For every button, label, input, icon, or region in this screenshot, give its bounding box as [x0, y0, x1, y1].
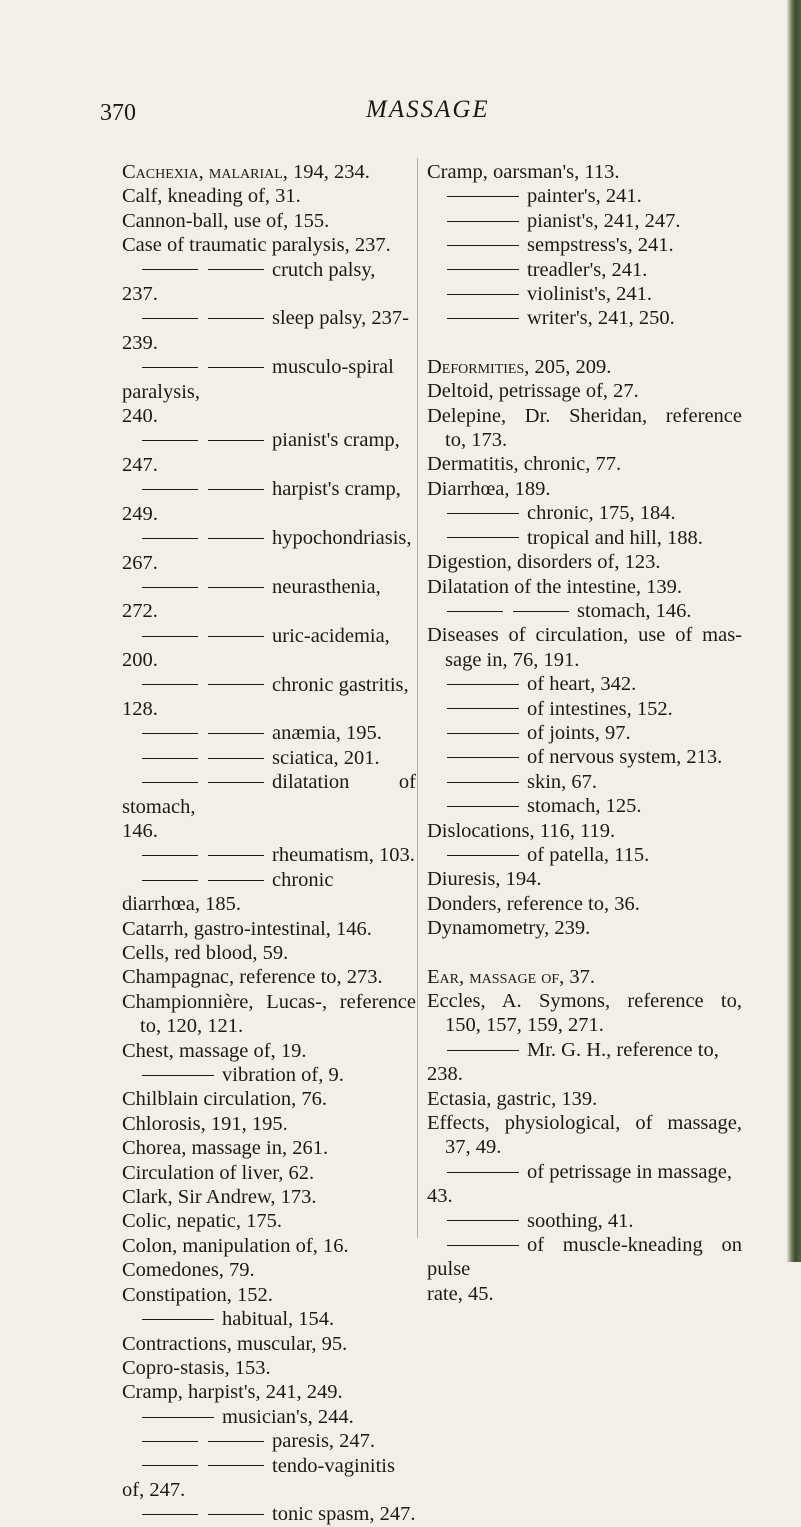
index-entry: [122, 917, 416, 941]
ditto-dash: [447, 1050, 519, 1051]
index-entry: [427, 282, 742, 306]
index-entry: [122, 1185, 416, 1209]
ditto-dash: [447, 611, 503, 612]
entry-text: Cells, red blood, 59.: [122, 942, 289, 964]
index-entry: [427, 1135, 742, 1159]
ditto-dash: [142, 269, 198, 270]
ditto-dash: [447, 513, 519, 514]
entry-text: 150, 157, 159, 271.: [445, 1014, 604, 1037]
entry-text: sempstress's, 241.: [527, 234, 674, 257]
entry-text: Copro-stasis, 153.: [122, 1356, 271, 1379]
ditto-dash: [447, 1220, 519, 1221]
entry-text: tendo-vaginitis of, 247.: [122, 1454, 395, 1501]
index-entry: [122, 868, 416, 917]
index-entry: [122, 355, 416, 404]
entry-text: Championnière, Lucas-, reference: [122, 990, 416, 1013]
entry-text: 240.: [122, 405, 158, 428]
index-entry: [122, 1209, 416, 1233]
ditto-dash: [142, 855, 198, 856]
entry-text: Cramp, harpist's, 241, 249.: [122, 1381, 343, 1404]
index-column-right: [427, 160, 742, 1306]
ditto-dash: [447, 1245, 519, 1246]
index-entry: [427, 697, 742, 721]
index-entry: [122, 1039, 416, 1063]
index-entry: [427, 623, 742, 647]
index-entry: [427, 892, 742, 916]
ditto-dash: [142, 636, 198, 637]
index-entry: [427, 843, 742, 867]
ditto-dash: [142, 538, 198, 539]
entry-text: Constipation, 152.: [122, 1283, 273, 1306]
ditto-dash: [208, 318, 264, 319]
index-entry: [122, 1136, 416, 1160]
index-entry: [122, 819, 416, 843]
ditto-dash: [142, 1441, 198, 1442]
entry-text: Chest, massage of, 19.: [122, 1039, 307, 1062]
entry-text: Dynamometry, 239.: [427, 917, 591, 940]
ditto-dash: [142, 489, 198, 490]
index-entry: [427, 233, 742, 257]
index-entry: [427, 965, 742, 989]
entry-text: sciatica, 201.: [272, 746, 380, 769]
ditto-dash: [208, 440, 264, 441]
index-entry: [122, 428, 416, 477]
entry-text: to, 120, 121.: [140, 1015, 244, 1038]
ditto-dash: [208, 1465, 264, 1466]
entry-text: musculo-spiral paralysis,: [122, 356, 394, 403]
index-entry: [122, 1356, 416, 1380]
entry-text: Effects, physiological, of massage,: [427, 1112, 742, 1135]
entry-text: pianist's cramp, 247.: [122, 429, 400, 476]
ditto-dash: [142, 1319, 214, 1320]
entry-text: rheumatism, 103.: [272, 844, 415, 867]
entry-text: chronic diarrhœa, 185.: [122, 868, 334, 916]
index-entry: [122, 184, 416, 208]
entry-text: Ear, massage of, 37.: [427, 965, 596, 988]
entry-text: painter's, 241.: [527, 185, 642, 208]
entry-text: paresis, 247.: [272, 1430, 376, 1453]
index-entry: [122, 1454, 416, 1503]
entry-text: Chorea, massage in, 261.: [122, 1137, 329, 1160]
index-entry: [122, 721, 416, 745]
ditto-dash: [142, 1417, 214, 1418]
index-entry: [122, 1014, 416, 1038]
entry-text: pianist's, 241, 247.: [527, 209, 681, 232]
entry-text: dilatation of stomach,: [122, 771, 416, 818]
index-entry: [427, 160, 742, 184]
ditto-dash: [447, 294, 519, 295]
ditto-dash: [447, 1172, 519, 1173]
index-entry: [427, 1111, 742, 1135]
index-entry: [427, 1209, 742, 1233]
page-number: 370: [100, 100, 136, 126]
entry-text: treadler's, 241.: [527, 258, 648, 281]
index-entry: [122, 843, 416, 867]
entry-text: Chilblain circulation, 76.: [122, 1088, 327, 1111]
ditto-dash: [447, 537, 519, 538]
index-entry: [427, 258, 742, 282]
index-entry: [122, 1307, 416, 1331]
index-entry: [427, 1087, 742, 1111]
index-entry: [122, 477, 416, 526]
entry-text: Diseases of circulation, use of mas-: [427, 624, 742, 647]
ditto-dash: [142, 1075, 214, 1076]
entry-text: of heart, 342.: [527, 673, 637, 696]
entry-text: 37, 49.: [445, 1136, 502, 1159]
entry-text: stomach, 125.: [527, 795, 642, 818]
index-entry: [427, 477, 742, 501]
index-entry: [122, 1502, 416, 1526]
index-entry: [427, 721, 742, 745]
index-entry: [427, 306, 742, 330]
index-entry: [427, 989, 742, 1013]
ditto-dash: [142, 318, 198, 319]
index-entry: [427, 1233, 742, 1282]
index-entry: [122, 965, 416, 989]
entry-text: harpist's cramp, 249.: [122, 478, 401, 525]
ditto-dash: [208, 855, 264, 856]
index-entry: [427, 672, 742, 696]
ditto-dash: [142, 1465, 198, 1466]
column-divider: [417, 158, 418, 1238]
entry-text: Cachexia, malarial, 194, 234.: [122, 161, 370, 183]
running-head: MASSAGE: [366, 96, 490, 123]
entry-text: crutch palsy, 237.: [122, 258, 376, 306]
entry-text: Clark, Sir Andrew, 173.: [122, 1186, 317, 1209]
entry-text: chronic, 175, 184.: [527, 502, 676, 525]
ditto-dash: [447, 733, 519, 734]
index-entry: [122, 258, 416, 307]
ditto-dash: [208, 587, 264, 588]
entry-text: of patella, 115.: [527, 843, 650, 866]
index-entry: [427, 1282, 742, 1306]
ditto-dash: [208, 758, 264, 759]
index-entry: [427, 379, 742, 403]
entry-text: sage in, 76, 191.: [445, 648, 580, 671]
index-entry: [122, 673, 416, 722]
index-entry: [427, 794, 742, 818]
index-entry: [122, 746, 416, 770]
entry-text: Cannon-ball, use of, 155.: [122, 209, 330, 232]
entry-text: of joints, 97.: [527, 721, 631, 744]
entry-text: Dermatitis, chronic, 77.: [427, 453, 622, 476]
ditto-dash: [513, 611, 569, 612]
index-entry: [122, 624, 416, 673]
ditto-dash: [447, 684, 519, 685]
entry-text: Catarrh, gastro-intestinal, 146.: [122, 917, 372, 940]
entry-text: Case of traumatic paralysis, 237.: [122, 234, 391, 257]
index-entry: [122, 1429, 416, 1453]
entry-text: to, 173.: [445, 429, 508, 452]
entry-text: Eccles, A. Symons, reference to,: [427, 990, 742, 1012]
index-entry: [122, 575, 416, 624]
entry-text: Cramp, oarsman's, 113.: [427, 161, 620, 183]
ditto-dash: [208, 489, 264, 490]
ditto-dash: [142, 367, 198, 368]
entry-text: hypochondriasis, 267.: [122, 527, 412, 574]
entry-text: violinist's, 241.: [527, 283, 653, 306]
ditto-dash: [208, 269, 264, 270]
entry-text: Circulation of liver, 62.: [122, 1161, 315, 1184]
entry-text: musician's, 244.: [222, 1405, 354, 1428]
ditto-dash: [447, 708, 519, 709]
index-entry: [122, 526, 416, 575]
ditto-dash: [208, 1441, 264, 1442]
ditto-dash: [447, 782, 519, 783]
ditto-dash: [447, 269, 519, 270]
ditto-dash: [142, 782, 198, 783]
index-entry: [122, 1112, 416, 1136]
ditto-dash: [208, 1514, 264, 1515]
index-entry: [427, 745, 742, 769]
index-entry: [122, 209, 416, 233]
entry-text: Digestion, disorders of, 123.: [427, 551, 661, 574]
index-entry: [122, 941, 416, 965]
index-entry: [427, 599, 742, 623]
entry-text: Deformities, 205, 209.: [427, 355, 612, 378]
entry-text: Donders, reference to, 36.: [427, 892, 640, 915]
index-entry: [427, 184, 742, 208]
index-entry: [427, 550, 742, 574]
index-entry: [427, 209, 742, 233]
index-entry: [427, 575, 742, 599]
index-entry: [122, 1283, 416, 1307]
index-entry: [122, 1234, 416, 1258]
entry-text: soothing, 41.: [527, 1209, 634, 1232]
index-entry: [122, 770, 416, 819]
ditto-dash: [208, 367, 264, 368]
entry-text: Delepine, Dr. Sheridan, reference: [427, 404, 742, 427]
entry-text: Diarrhœa, 189.: [427, 477, 551, 500]
index-column-left: [122, 160, 416, 1527]
ditto-dash: [447, 221, 519, 222]
index-entry: [427, 648, 742, 672]
entry-text: uric-acidemia, 200.: [122, 624, 390, 672]
index-entry: [427, 428, 742, 452]
index-entry: [427, 404, 742, 428]
index-entry: [427, 1013, 742, 1037]
ditto-dash: [142, 1514, 198, 1515]
index-entry: [427, 452, 742, 476]
index-entry: [427, 819, 742, 843]
entry-text: of petrissage in massage, 43.: [427, 1160, 732, 1208]
entry-text: Diuresis, 194.: [427, 868, 542, 891]
ditto-dash: [142, 758, 198, 759]
entry-text: Comedones, 79.: [122, 1259, 255, 1282]
index-entry: [122, 1380, 416, 1404]
ditto-dash: [208, 880, 264, 881]
entry-text: of intestines, 152.: [527, 697, 673, 720]
ditto-dash: [208, 538, 264, 539]
entry-text: sleep palsy, 237-239.: [122, 307, 410, 354]
index-entry: [122, 1161, 416, 1185]
ditto-dash: [142, 733, 198, 734]
entry-text: anæmia, 195.: [272, 722, 382, 745]
entry-text: skin, 67.: [527, 770, 598, 793]
entry-text: Calf, kneading of, 31.: [122, 185, 301, 208]
ditto-dash: [208, 733, 264, 734]
index-entry: [122, 160, 416, 184]
entry-text: stomach, 146.: [577, 599, 692, 622]
entry-text: Ectasia, gastric, 139.: [427, 1087, 598, 1110]
entry-text: tonic spasm, 247.: [272, 1503, 416, 1526]
entry-text: Dilatation of the intestine, 139.: [427, 575, 683, 598]
ditto-dash: [447, 855, 519, 856]
ditto-dash: [142, 587, 198, 588]
entry-text: rate, 45.: [427, 1282, 494, 1305]
entry-text: Champagnac, reference to, 273.: [122, 966, 383, 989]
ditto-dash: [447, 318, 519, 319]
ditto-dash: [208, 636, 264, 637]
entry-text: tropical and hill, 188.: [527, 526, 703, 549]
index-entry: [427, 867, 742, 891]
ditto-dash: [208, 684, 264, 685]
entry-text: vibration of, 9.: [222, 1064, 344, 1087]
index-entry: [122, 1063, 416, 1087]
entry-text: Chlorosis, 191, 195.: [122, 1112, 288, 1135]
index-entry: [427, 526, 742, 550]
entry-text: of nervous system, 213.: [527, 746, 723, 769]
entry-text: Colon, manipulation of, 16.: [122, 1234, 349, 1257]
index-entry: [122, 990, 416, 1014]
index-entry: [427, 1160, 742, 1209]
index-entry: [427, 501, 742, 525]
entry-text: writer's, 241, 250.: [527, 307, 675, 330]
ditto-dash: [142, 880, 198, 881]
ditto-dash: [142, 440, 198, 441]
ditto-dash: [142, 684, 198, 685]
index-entry: [427, 355, 742, 379]
index-entry: [122, 1332, 416, 1356]
index-entry: [427, 770, 742, 794]
entry-text: 146.: [122, 819, 158, 842]
entry-text: of muscle-kneading on pulse: [427, 1234, 742, 1281]
index-entry: [427, 916, 742, 940]
index-entry: [122, 306, 416, 355]
index-entry: [427, 1038, 742, 1087]
ditto-dash: [447, 196, 519, 197]
ditto-dash: [447, 757, 519, 758]
index-entry: [122, 404, 416, 428]
entry-text: Mr. G. H., reference to, 238.: [427, 1038, 719, 1086]
index-entry: [122, 1087, 416, 1111]
entry-text: Deltoid, petrissage of, 27.: [427, 380, 639, 403]
entry-text: Dislocations, 116, 119.: [427, 819, 616, 842]
ditto-dash: [447, 806, 519, 807]
ditto-dash: [447, 245, 519, 246]
index-entry: [122, 233, 416, 257]
entry-text: chronic gastritis, 128.: [122, 673, 409, 720]
entry-text: Colic, nepatic, 175.: [122, 1210, 282, 1233]
entry-text: neurasthenia, 272.: [122, 575, 381, 623]
ditto-dash: [208, 782, 264, 783]
index-entry: [122, 1405, 416, 1429]
entry-text: habitual, 154.: [222, 1308, 335, 1331]
entry-text: Contractions, muscular, 95.: [122, 1332, 348, 1355]
page-edge: [787, 0, 801, 1262]
